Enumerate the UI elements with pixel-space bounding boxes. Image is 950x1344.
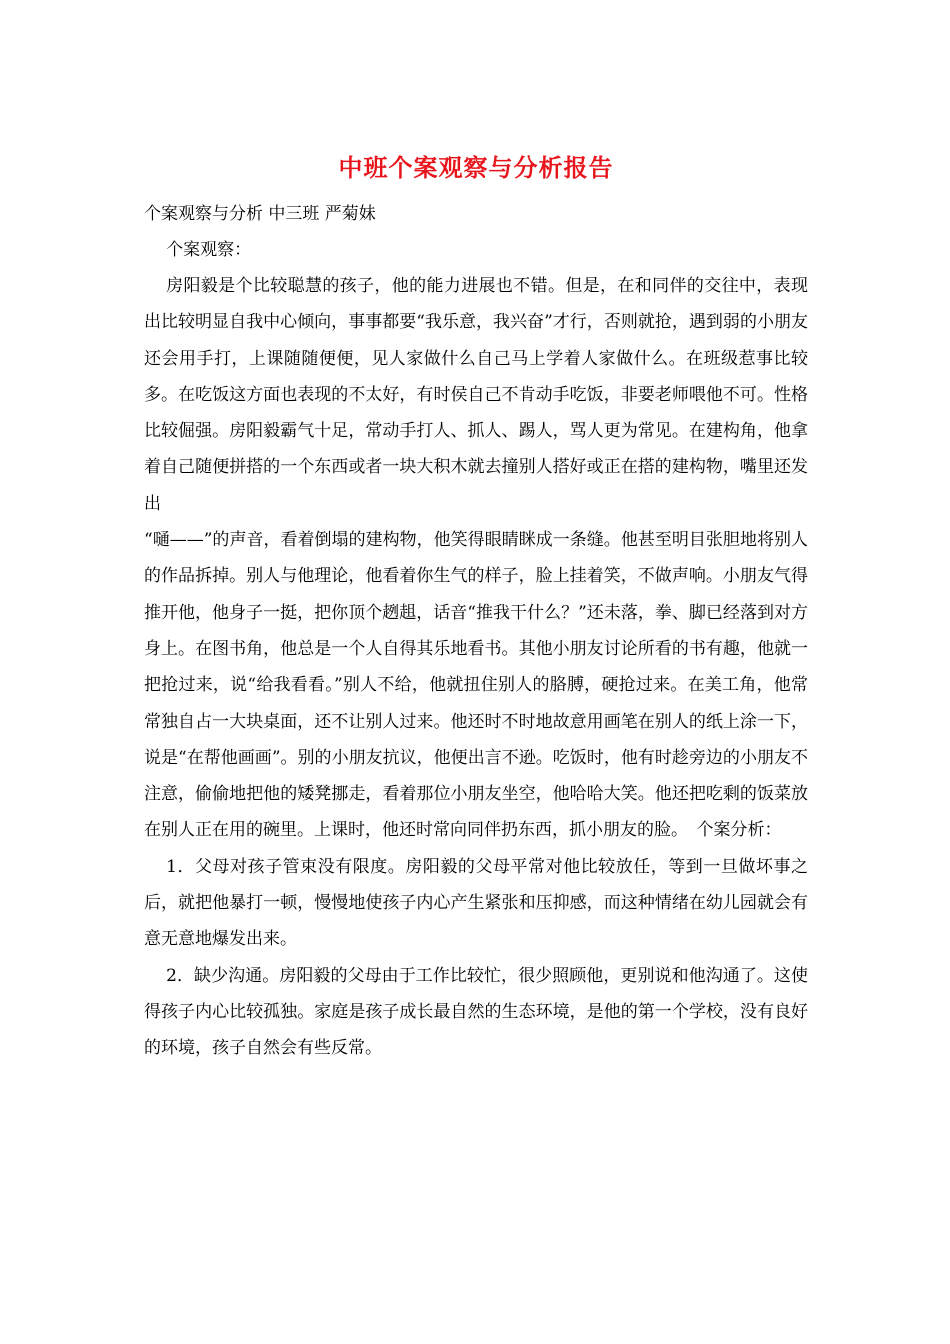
analysis-heading: 个案分析： <box>696 820 782 841</box>
document-byline: 个案观察与分析 中三班 严菊妹 <box>144 204 376 224</box>
observation-text: “嗵——”的声音，看着倒塌的建构物，他笑得眼睛眯成一条缝。他甚至明目张胆地将别人的作品拆掉。别人与他理论，他看着你生气的样子，脸上挂着笑，不做声响。小朋友气得推开他，他身子一挺，把你顶个趔趄，话音“推我干什么？”还未落，拳、脚已经落到对方身上。在图书角，他总是一个人自得其乐地看书。其他小朋友讨论所看的书有趣，他就一把抢过来，说“给我看看。”别人不给，他就扭住别人的胳膊，硬抢过来。在美工角，他常常独自占一大块桌面，还不让别人过来。他还时不时地故意用画笔在别人的纸上涂一下，说是“在帮他画画”。别的小朋友抗议，他便出言不逊。吃饭时，他有时趁旁边的小朋友不注意，偷偷地把他的矮凳挪走，看着那位小朋友坐空，他哈哈大笑。他还把吃剩的饭菜放在别人正在用的碗里。上课时，他还时常向同伴扔东西，抓小朋友的脸。 <box>144 530 808 841</box>
document-title: 中班个案观察与分析报告 <box>338 153 614 182</box>
observation-paragraph-2 <box>144 522 808 849</box>
analysis-item-1: 1．父母对孩子管束没有限度。房阳毅的父母平常对他比较放任，等到一旦做坏事之后，就把他暴打一顿，慢慢地使孩子内心产生紧张和压抑感，而这种情绪在幼儿园就会有意无意地爆发出来。 <box>144 856 808 950</box>
observation-heading: 个案观察： <box>166 240 252 260</box>
document-body <box>144 148 808 1067</box>
analysis-item-2: 2．缺少沟通。房阳毅的父母由于工作比较忙，很少照顾他，更别说和他沟通了。这使得孩子内心比较孤独。家庭是孩子成长最自然的生态环境，是他的第一个学校，没有良好的环境，孩子自然会有些反常。 <box>144 965 808 1059</box>
observation-paragraph-1: 房阳毅是个比较聪慧的孩子，他的能力进展也不错。但是，在和同伴的交往中，表现出比较明显自我中心倾向，事事都要“我乐意，我兴奋”才行，否则就抢，遇到弱的小朋友还会用手打，上课随随便便，见人家做什么自己马上学着人家做什么。在班级惹事比较多。在吃饭这方面也表现的不太好，有时侯自己不肯动手吃饭，非要老师喂他不可。性格比较倔强。房阳毅霸气十足，常动手打人、抓人、踢人，骂人更为常见。在建构角，他拿着自己随便拼搭的一个东西或者一块大积木就去撞别人搭好或正在搭的建构物，嘴里还发出 <box>144 276 808 514</box>
